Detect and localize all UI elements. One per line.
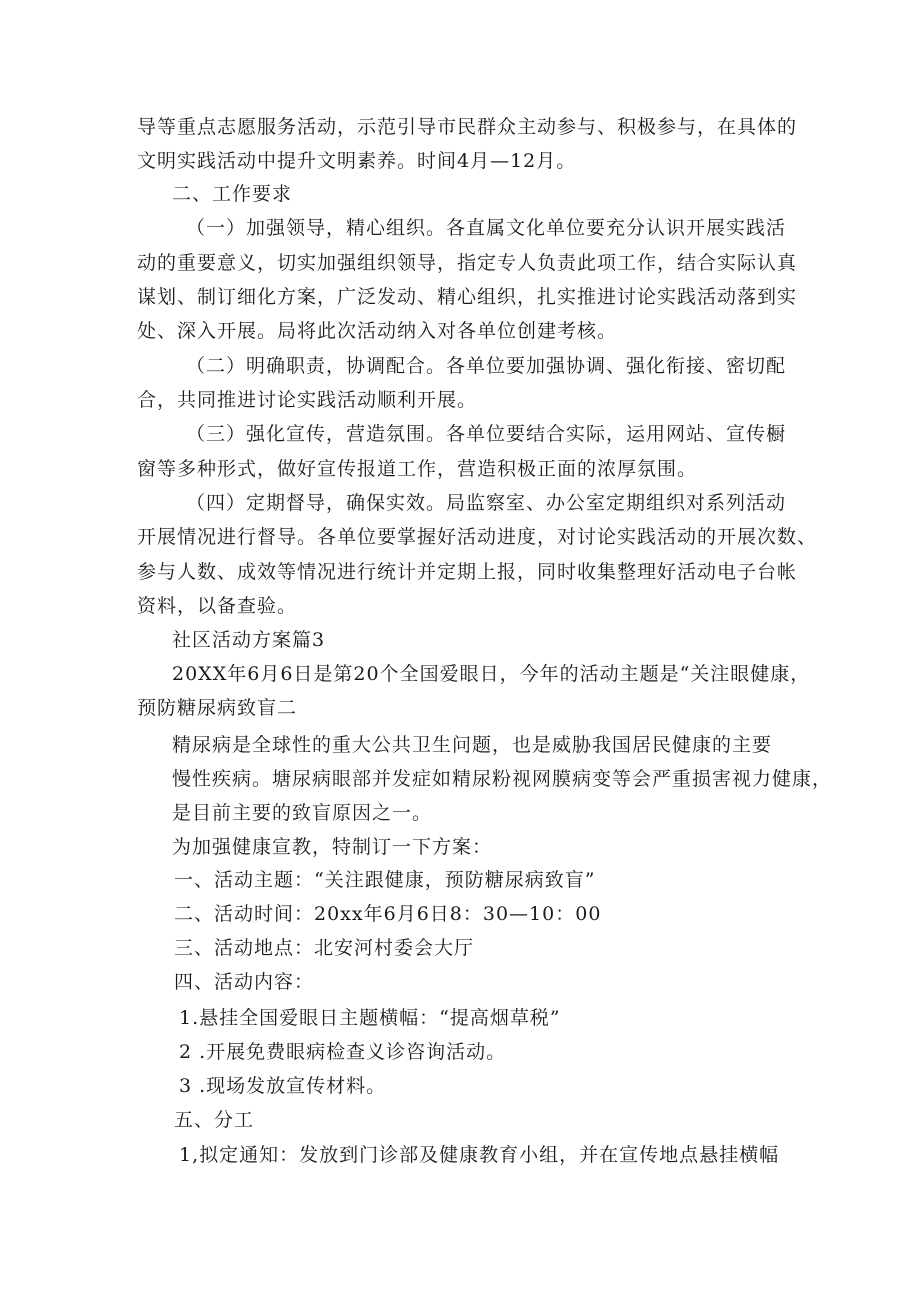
- text-line: 文明实践活动中提升文明素养。时间4月—12月。: [137, 150, 577, 172]
- text-line: （四）定期督导，确保实效。局监察室、办公室定期组织对系列活动: [186, 492, 787, 514]
- text-line: 慢性疾病。塘尿病眼部并发症如精尿粉视网膜病变等会严重损害视力健康，: [172, 768, 833, 790]
- text-line: 四、活动内容：: [174, 971, 315, 993]
- text-line: 是目前主要的致盲原因之一。: [172, 802, 433, 824]
- text-line: 处、深入开展。局将此次活动纳入对各单位创建考核。: [137, 320, 618, 342]
- text-line: 动的重要意义，切实加强组织领导，指定专人负责此项工作，结合实际认真: [137, 252, 798, 274]
- section-heading: 社区活动方案篇3: [172, 629, 326, 651]
- text-line: 开展情况进行督导。各单位要掌握好活动进度，对讨论实践活动的开展次数、: [137, 526, 818, 548]
- text-line: 合，共同推进讨论实践活动顺利开展。: [137, 389, 478, 411]
- text-line: 1.悬挂全国爱眼日主题横幅：“提高烟草税”: [179, 1007, 561, 1029]
- text-line: 参与人数、成效等情况进行统计并定期上报，同时收集整理好活动电子台帐: [137, 561, 798, 583]
- text-line: （一）加强领导，精心组织。各直属文化单位要充分认识开展实践活: [186, 217, 787, 239]
- text-line: 1,拟定通知：发放到门诊部及健康教育小组，并在宣传地点悬挂横幅: [179, 1144, 780, 1166]
- text-line: （三）强化宣传，营造氛围。各单位要结合实际，运用网站、宣传橱: [186, 423, 787, 445]
- section-heading: 二、工作要求: [172, 183, 293, 205]
- text-line: 三、活动地点：北安河村委会大厅: [174, 937, 475, 959]
- text-line: 谋划、制订细化方案，广泛发动、精心组织，扎实推进讨论实践活动落到实: [137, 286, 798, 308]
- text-line: 3 .现场发放宣传材料。: [179, 1075, 387, 1097]
- section-heading: 五、分工: [174, 1109, 255, 1131]
- text-line: 窗等多种形式，做好宣传报道工作，营造积极正面的浓厚氛围。: [137, 458, 698, 480]
- text-line: 精尿病是全球性的重大公共卫生问题，也是威胁我国居民健康的主要: [172, 734, 773, 756]
- text-line: 2 .开展免费眼病检查义诊咨询活动。: [179, 1041, 507, 1063]
- text-line: 预防糖尿病致盲二: [137, 697, 298, 719]
- text-line: 为加强健康宣教，特制订一下方案：: [172, 836, 493, 858]
- text-line: 资料，以备查验。: [137, 595, 298, 617]
- text-line: 20XX年6月6日是第20个全国爱眼日，今年的活动主题是“关注眼健康，: [172, 663, 811, 685]
- text-line: 一、活动主题：“关注跟健康，预防糖尿病致盲”: [174, 869, 596, 891]
- text-line: 二、活动时间：20xx年6月6日8：30—10：00: [174, 903, 602, 925]
- text-line: 导等重点志愿服务活动，示范引导市民群众主动参与、积极参与，在具体的: [137, 116, 798, 138]
- text-line: （二）明确职责，协调配合。各单位要加强协调、强化衔接、密切配: [186, 355, 787, 377]
